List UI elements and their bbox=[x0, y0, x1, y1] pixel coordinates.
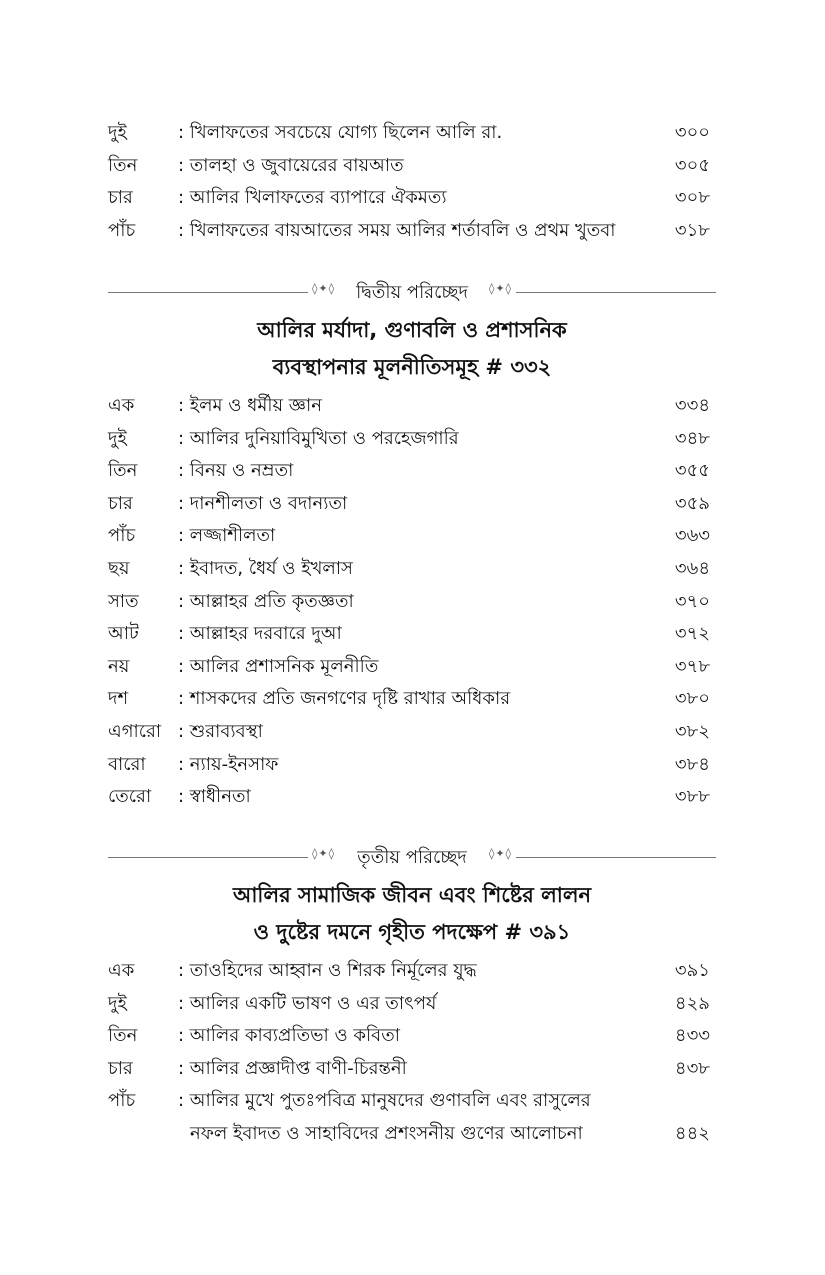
ornament-icon: ◊✦◊ bbox=[312, 282, 336, 295]
chapter-heading-line-2: ও দুষ্টের দমনে গৃহীত পদক্ষেপ # ৩৯১ bbox=[253, 920, 571, 944]
entry-page-number: ৩৭৮ bbox=[674, 655, 710, 677]
entry-page-number: ৩০৮ bbox=[674, 187, 710, 209]
ornament-icon: ◊✦◊ bbox=[312, 847, 336, 860]
entry-page-number: ৪৩৮ bbox=[674, 1057, 710, 1079]
entry-page-number: ৩০০ bbox=[674, 122, 710, 143]
entry-number: এগারো bbox=[108, 720, 162, 742]
entry-title: : শাসকদের প্রতি জনগণের দৃষ্টি রাখার অধিকার bbox=[178, 688, 511, 710]
entry-title: : বিনয় ও নম্রতা bbox=[178, 460, 294, 482]
entry-title: : আলির কাব্যপ্রতিভা ও কবিতা bbox=[178, 1025, 400, 1047]
toc-entry[interactable] bbox=[108, 683, 714, 716]
entry-title bbox=[178, 1085, 648, 1150]
entry-title: : আলির খিলাফতের ব্যাপারে ঐকমত্য bbox=[178, 187, 447, 209]
entry-title: : আলির প্রশাসনিক মূলনীতি bbox=[178, 655, 379, 677]
toc-entry[interactable] bbox=[108, 423, 714, 456]
entry-title: : ইলম ও ধর্মীয় জ্ঞান bbox=[178, 395, 322, 416]
toc-entry[interactable] bbox=[108, 1020, 714, 1053]
entry-number: আট bbox=[108, 623, 139, 645]
divider-label: তৃতীয় পরিচ্ছেদ bbox=[357, 847, 467, 868]
entry-title: : খিলাফতের বায়আতের সময় আলির শর্তাবলি ও প্রথম খুতবা bbox=[178, 219, 616, 241]
toc-entry[interactable] bbox=[108, 716, 714, 749]
toc-entry[interactable] bbox=[108, 618, 714, 651]
entry-number: দুই bbox=[108, 122, 127, 143]
toc-entry[interactable] bbox=[108, 1053, 714, 1086]
toc-entry[interactable] bbox=[108, 955, 714, 988]
entry-page-number: ৩৮৮ bbox=[674, 786, 710, 808]
entry-page-number: ৩৭২ bbox=[674, 623, 710, 645]
entry-number: দুই bbox=[108, 427, 127, 449]
chapter-divider-third bbox=[108, 843, 716, 873]
entry-number: পাঁচ bbox=[108, 219, 136, 241]
entry-number: এক bbox=[108, 960, 135, 981]
chapter-divider-second bbox=[108, 278, 716, 308]
divider-line-right bbox=[516, 292, 716, 293]
toc-entry[interactable] bbox=[108, 781, 714, 814]
entry-number: দশ bbox=[108, 688, 129, 710]
entry-number: সাত bbox=[108, 590, 139, 612]
entry-title: : ইবাদত, ধৈর্য ও ইখলাস bbox=[178, 557, 353, 579]
entry-title: : তাওহিদের আহ্বান ও শিরক নির্মূলের যুদ্ধ bbox=[178, 960, 477, 981]
entry-page-number: ৩৬৪ bbox=[674, 557, 710, 579]
entry-page-number: ৩৬৩ bbox=[674, 525, 710, 547]
entry-title: : খিলাফতের সবচেয়ে যোগ্য ছিলেন আলি রা. bbox=[178, 122, 503, 143]
toc-list-section-3 bbox=[108, 955, 714, 1151]
entry-number: তিন bbox=[108, 1025, 138, 1047]
divider-line-right bbox=[516, 857, 716, 858]
entry-page-number: ৩৫৯ bbox=[674, 492, 710, 514]
entry-title: : আলির দুনিয়াবিমুখিতা ও পরহেজগারি bbox=[178, 427, 459, 449]
entry-page-number: ৪২৯ bbox=[674, 992, 710, 1014]
entry-number: চার bbox=[108, 1057, 133, 1079]
toc-entry[interactable] bbox=[108, 488, 714, 521]
entry-page-number: ৩৪৮ bbox=[674, 427, 710, 449]
entry-title: : আলির প্রজ্ঞাদীপ্ত বাণী-চিরন্তনী bbox=[178, 1057, 407, 1079]
ornament-icon: ◊✦◊ bbox=[488, 847, 512, 860]
entry-page-number: ৩৯১ bbox=[674, 960, 710, 981]
entry-page-number: ৩৭০ bbox=[674, 590, 710, 612]
toc-entry[interactable] bbox=[108, 215, 714, 248]
entry-title: : আল্লাহর প্রতি কৃতজ্ঞতা bbox=[178, 590, 354, 612]
entry-page-number: ৩৮২ bbox=[674, 720, 710, 742]
entry-title: : লজ্জাশীলতা bbox=[178, 525, 276, 547]
entry-number: ছয় bbox=[108, 557, 130, 579]
toc-entry[interactable] bbox=[108, 988, 714, 1021]
toc-entry[interactable] bbox=[108, 651, 714, 684]
entry-title: : ন্যায়-ইনসাফ bbox=[178, 753, 279, 775]
toc-entry[interactable] bbox=[108, 1085, 714, 1151]
entry-title: : আল্লাহর দরবারে দুআ bbox=[178, 623, 342, 645]
chapter-heading-line-1: আলির মর্যাদা, গুণাবলি ও প্রশাসনিক bbox=[257, 318, 567, 342]
toc-entry[interactable] bbox=[108, 455, 714, 488]
entry-title-line-2: নফল ইবাদত ও সাহাবিদের প্রশংসনীয় গুণের আলোচনা bbox=[190, 1122, 583, 1144]
entry-number: পাঁচ bbox=[108, 1090, 136, 1112]
entry-page-number: ৩৩৪ bbox=[674, 395, 710, 416]
entry-number: তিন bbox=[108, 460, 138, 482]
entry-number: চার bbox=[108, 492, 133, 514]
entry-number: এক bbox=[108, 395, 135, 416]
entry-title: : শুরাব্যবস্থা bbox=[178, 720, 263, 742]
entry-number: তিন bbox=[108, 154, 138, 176]
toc-entry[interactable] bbox=[108, 749, 714, 782]
entry-number: বারো bbox=[108, 753, 146, 775]
ornament-icon: ◊✦◊ bbox=[488, 282, 512, 295]
entry-page-number: ৪৪২ bbox=[674, 1123, 710, 1145]
divider-label: দ্বিতীয় পরিচ্ছেদ bbox=[356, 282, 468, 303]
toc-entry[interactable] bbox=[108, 150, 714, 183]
entry-page-number: ৩৫৫ bbox=[674, 460, 710, 482]
chapter-heading-line-2: ব্যবস্থাপনার মূলনীতিসমূহ # ৩৩২ bbox=[272, 355, 552, 379]
chapter-heading-line-1: আলির সামাজিক জীবন এবং শিষ্টের লালন bbox=[232, 883, 592, 907]
toc-entry[interactable] bbox=[108, 586, 714, 619]
entry-title: : দানশীলতা ও বদান্যতা bbox=[178, 492, 348, 514]
entry-title: : আলির একটি ভাষণ ও এর তাৎপর্য bbox=[178, 992, 437, 1014]
entry-page-number: ৩৮৪ bbox=[674, 753, 710, 775]
entry-title: : স্বাধীনতা bbox=[178, 786, 251, 808]
toc-entry[interactable] bbox=[108, 182, 714, 215]
entry-page-number: ৪৩৩ bbox=[674, 1025, 710, 1047]
toc-entry[interactable] bbox=[108, 390, 714, 423]
entry-title-line-1: : আলির মুখে পুতঃপবিত্র মানুষদের গুণাবলি এবং রাসুলের bbox=[178, 1090, 591, 1112]
toc-entry[interactable] bbox=[108, 553, 714, 586]
toc-entry[interactable] bbox=[108, 117, 714, 150]
toc-list-section-2 bbox=[108, 390, 714, 814]
entry-page-number: ৩৮০ bbox=[674, 688, 710, 710]
entry-number: পাঁচ bbox=[108, 525, 136, 547]
entry-number: তেরো bbox=[108, 786, 152, 808]
entry-title: : তালহা ও জুবায়েরের বায়আত bbox=[178, 154, 404, 176]
toc-list-section-1-continued bbox=[108, 117, 714, 247]
toc-entry[interactable] bbox=[108, 520, 714, 553]
entry-page-number: ৩১৮ bbox=[674, 219, 710, 241]
entry-page-number: ৩০৫ bbox=[674, 154, 710, 176]
entry-number: নয় bbox=[108, 655, 130, 677]
entry-number: চার bbox=[108, 187, 133, 209]
entry-number: দুই bbox=[108, 992, 127, 1014]
